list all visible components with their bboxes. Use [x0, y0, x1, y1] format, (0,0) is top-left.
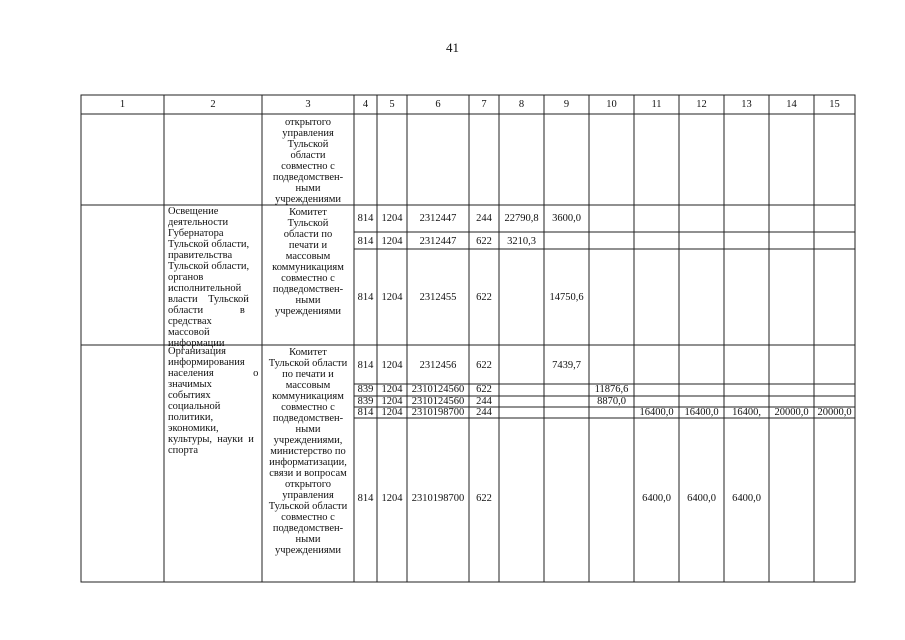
row0-responsible: [262, 117, 354, 205]
row1-line0-type: 244: [476, 213, 492, 224]
row2-line4-section: 1204: [381, 493, 403, 504]
row2-line4-c11: 6400,0: [642, 493, 671, 504]
col-header-7: 7: [481, 99, 487, 110]
row2-line1-c10: 11876,6: [594, 384, 629, 395]
text-line: Тульской области: [268, 501, 348, 512]
text-line: учреждениями,: [273, 435, 343, 446]
text-line: области: [290, 150, 326, 161]
text-line: исполнительной: [168, 283, 242, 294]
row2-line3-c13: 16400,: [732, 407, 761, 418]
row2-line0-gov: 814: [357, 360, 374, 371]
text-line: учреждениями: [274, 545, 342, 556]
text-line: культуры, науки и: [168, 434, 254, 445]
text-line: Тульской: [287, 218, 329, 229]
text-line: массовой: [168, 327, 210, 338]
row2-line2-target: 2310124560: [411, 396, 465, 407]
row2-line3-section: 1204: [381, 407, 403, 418]
col-header-15: 15: [829, 99, 840, 110]
text-line: социальной: [168, 401, 221, 412]
text-line: Тульской области,: [168, 261, 250, 272]
col-header-12: 12: [696, 99, 707, 110]
row2-line3-c14: 20000,0: [774, 407, 809, 418]
text-line: информации: [168, 338, 225, 349]
row2-line3-c15: 20000,0: [817, 407, 852, 418]
text-line: Тульской области,: [168, 239, 250, 250]
text-line: Тульской: [287, 139, 329, 150]
row2-line2-gov: 839: [357, 396, 374, 407]
text-line: массовым: [285, 380, 331, 391]
row2-line1-type: 622: [476, 384, 492, 395]
row1-line0-c9: 3600,0: [552, 213, 581, 224]
text-line: совместно с: [281, 161, 335, 172]
text-line: министерство по: [270, 446, 346, 457]
row2-line3-gov: 814: [357, 407, 374, 418]
col-header-14: 14: [786, 99, 797, 110]
text-line: значимых: [168, 379, 212, 390]
row1-line0-c8: 22790,8: [504, 213, 539, 224]
col-header-11: 11: [651, 99, 662, 110]
row1-line2-section: 1204: [381, 292, 403, 303]
col-header-10: 10: [606, 99, 617, 110]
text-line: управления: [282, 128, 334, 139]
text-line: открытого: [284, 479, 332, 490]
row1-line1-section: 1204: [381, 236, 403, 247]
col-header-1: 1: [119, 99, 126, 110]
text-line: политики,: [168, 412, 214, 423]
text-line: информирования: [168, 357, 245, 368]
budget-table: [81, 95, 855, 582]
row2-line4-target: 2310198700: [411, 493, 465, 504]
text-line: средствах: [168, 316, 212, 327]
text-line: управления: [282, 490, 334, 501]
row1-line2-c9: 14750,6: [549, 292, 584, 303]
text-line: Организация: [168, 346, 226, 357]
text-line: органов: [168, 272, 204, 283]
row2-responsible: [262, 347, 354, 556]
row2-line1-gov: 839: [357, 384, 374, 395]
text-line: совместно с: [281, 273, 335, 284]
row1-line2-type: 622: [476, 292, 492, 303]
text-line: Освещение: [168, 206, 219, 217]
text-line: информатизации,: [269, 457, 347, 468]
text-line: деятельности: [168, 217, 229, 228]
text-line: учреждениями: [274, 194, 342, 205]
row1-activity: [168, 206, 260, 349]
text-line: спорта: [168, 445, 199, 456]
col-header-9: 9: [563, 99, 570, 110]
row2-line3-c12: 16400,0: [684, 407, 719, 418]
row2-line3-c11: 16400,0: [639, 407, 674, 418]
text-line: событиях: [168, 390, 211, 401]
row1-line0-gov: 814: [357, 213, 374, 224]
row2-line4-c13: 6400,0: [732, 493, 761, 504]
text-line: Комитет: [289, 207, 327, 218]
row1-line1-type: 622: [476, 236, 492, 247]
text-line: подведомствен-: [272, 413, 344, 424]
row2-line0-c9: 7439,7: [552, 360, 581, 371]
row2-line0-section: 1204: [381, 360, 403, 371]
text-line: Комитет: [289, 347, 327, 358]
col-header-4: 4: [362, 99, 369, 110]
row1-line2-target: 2312455: [419, 292, 457, 303]
text-line: по печати и: [282, 369, 334, 380]
row2-line2-section: 1204: [381, 396, 403, 407]
row2-line1-target: 2310124560: [411, 384, 465, 395]
col-header-5: 5: [389, 99, 395, 110]
text-line: ными: [295, 424, 321, 435]
text-line: области по: [283, 229, 333, 240]
text-line: ными: [295, 534, 321, 545]
text-line: массовым: [285, 251, 331, 262]
row1-line0-target: 2312447: [419, 213, 457, 224]
row1-responsible: [262, 207, 354, 317]
text-line: подведомствен-: [272, 284, 344, 295]
text-line: подведомствен-: [272, 523, 344, 534]
text-line: экономики,: [168, 423, 219, 434]
text-line: подведомствен-: [272, 172, 344, 183]
text-line: правительства: [168, 250, 233, 261]
row1-line2-gov: 814: [357, 292, 374, 303]
col-header-6: 6: [435, 99, 441, 110]
row2-line3-target: 2310198700: [411, 407, 465, 418]
row2-line0-type: 622: [476, 360, 492, 371]
row2-line4-gov: 814: [357, 493, 374, 504]
row2-line4-type: 622: [476, 493, 492, 504]
row1-line1-gov: 814: [357, 236, 374, 247]
text-line: коммуникациям: [272, 391, 344, 402]
text-line: открытого: [284, 117, 332, 128]
text-line: связи и вопросам: [269, 468, 347, 479]
text-line: Тульской области: [268, 358, 348, 369]
page-number: 41: [446, 40, 459, 55]
text-line: ными: [295, 295, 321, 306]
row1-line1-target: 2312447: [419, 236, 457, 247]
row2-line2-type: 244: [476, 396, 492, 407]
text-line: печати и: [288, 240, 328, 251]
row2-line1-section: 1204: [381, 384, 403, 395]
text-line: области в: [168, 305, 245, 316]
text-line: власти Тульской: [168, 294, 249, 305]
row1-line1-c8: 3210,3: [507, 236, 536, 247]
row2-line2-c10: 8870,0: [597, 396, 626, 407]
col-header-8: 8: [518, 99, 525, 110]
row2-line4-c12: 6400,0: [687, 493, 716, 504]
row2-line0-target: 2312456: [419, 360, 457, 371]
text-line: ными: [295, 183, 321, 194]
text-line: коммуникациям: [272, 262, 344, 273]
row2-line3-type: 244: [476, 407, 492, 418]
col-header-2: 2: [210, 99, 216, 110]
text-line: учреждениями: [274, 306, 342, 317]
text-line: совместно с: [281, 512, 335, 523]
col-header-3: 3: [305, 99, 311, 110]
row2-activity: [168, 346, 260, 456]
text-line: совместно с: [281, 402, 335, 413]
text-line: населения о: [168, 368, 259, 379]
text-line: Губернатора: [168, 228, 224, 239]
col-header-13: 13: [741, 99, 752, 110]
row1-line0-section: 1204: [381, 213, 403, 224]
